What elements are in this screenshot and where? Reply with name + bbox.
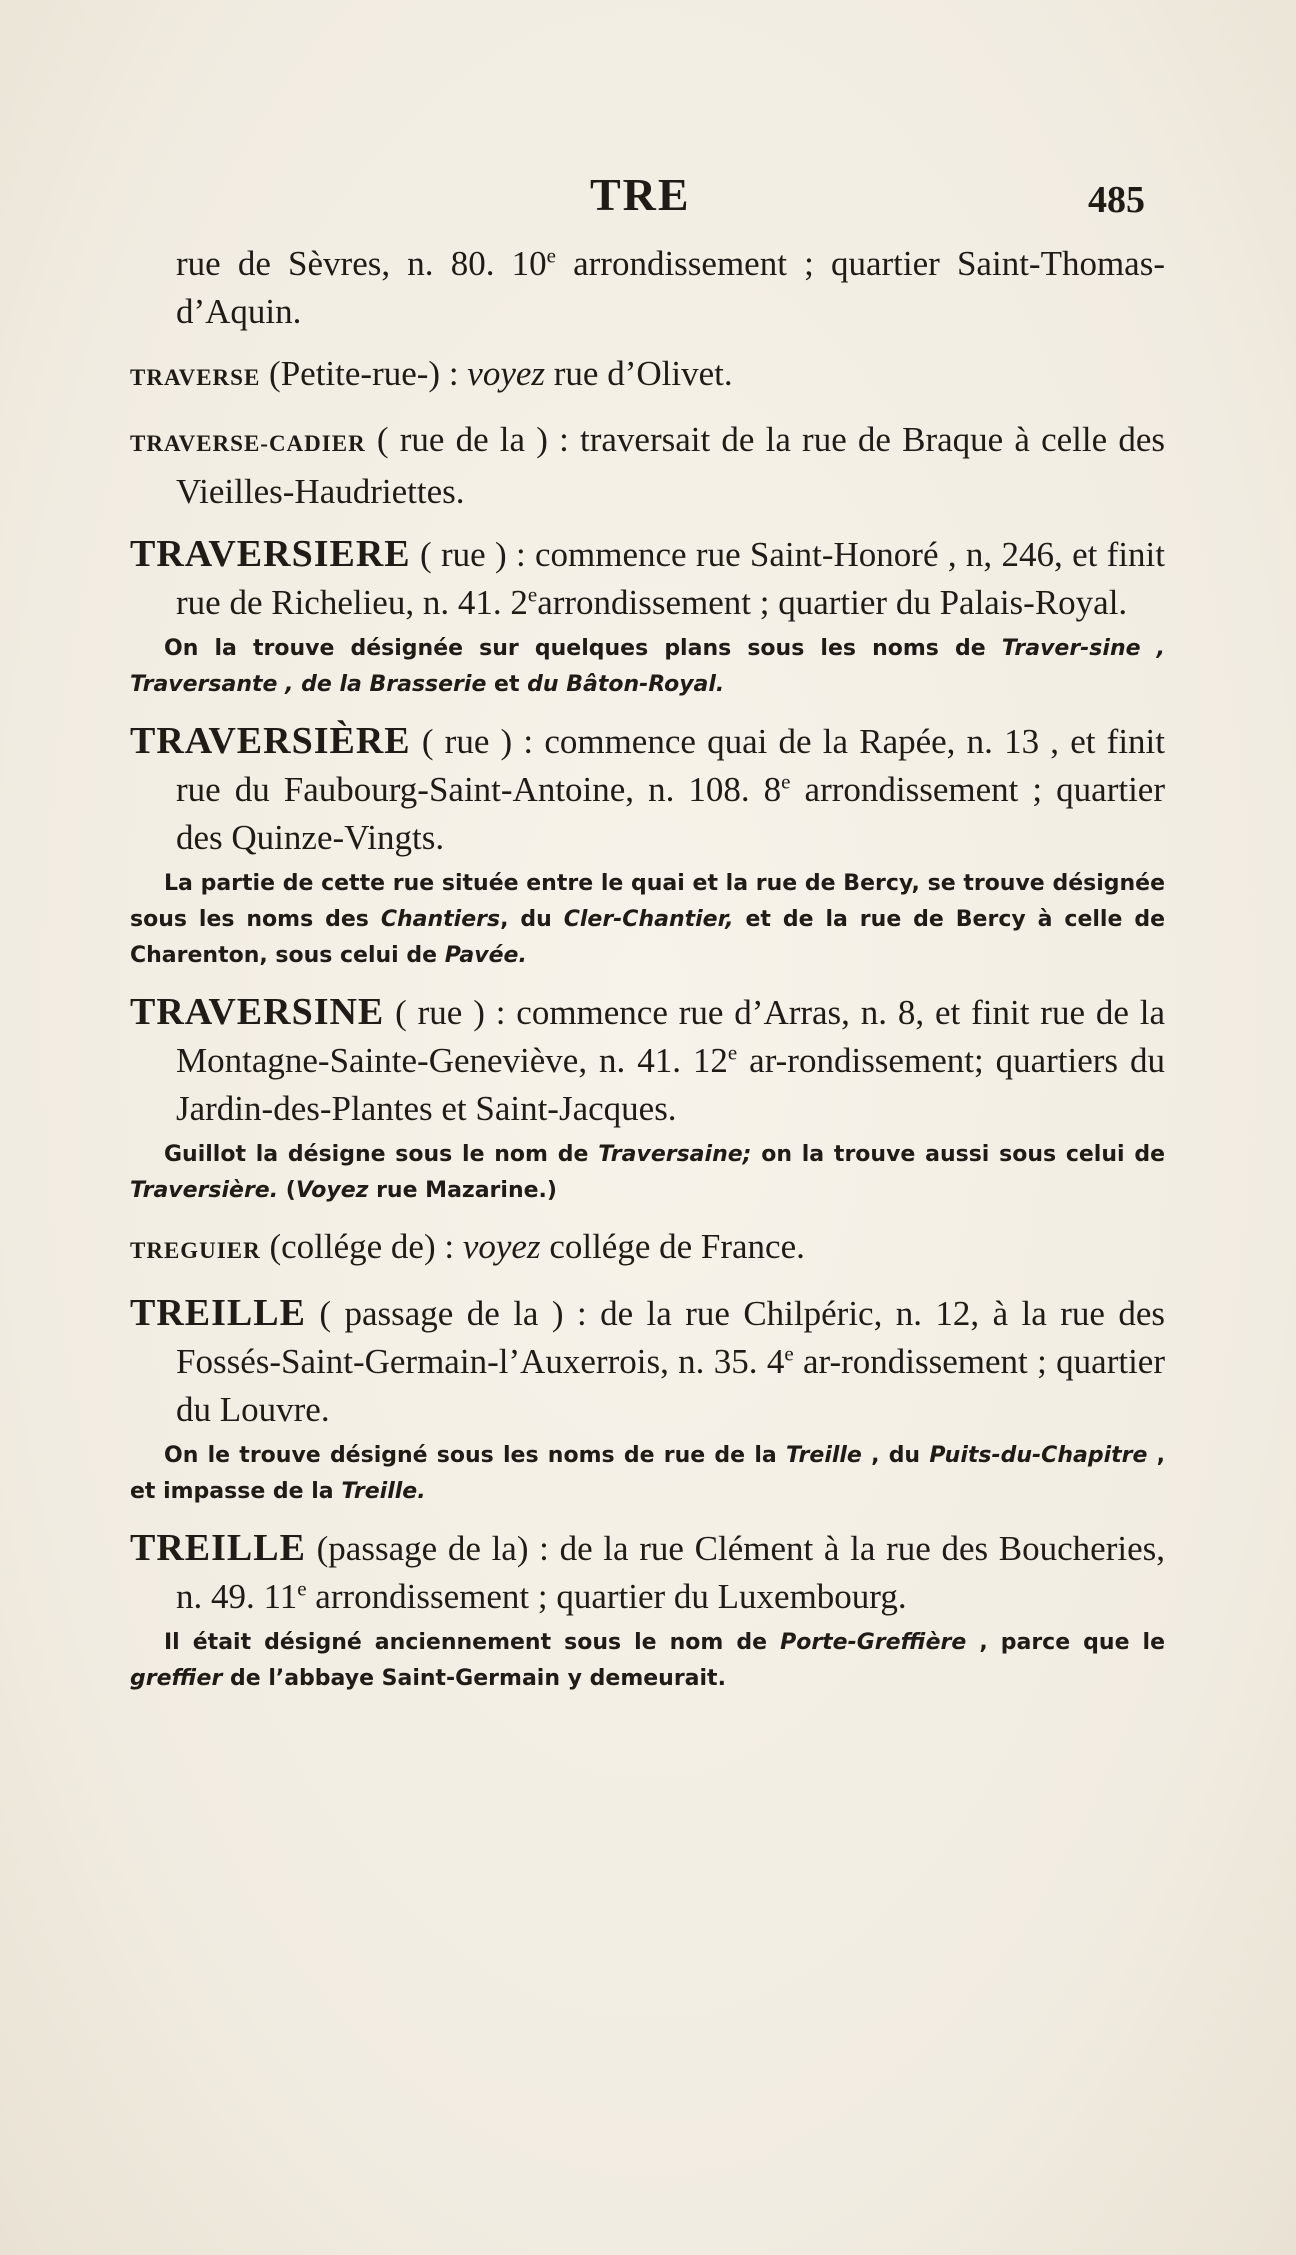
entry-text: rue de Sèvres, n. 80. 10e arrondissement ; quartier Saint-Thomas-d’Aquin. — [176, 243, 1165, 331]
entry-note: On le trouve désigné sous les noms de rue de la Treille , du Puits-du-Chapitre , et impasse de la Treille. — [130, 1443, 1166, 1504]
headword: TRAVERSIÈRE — [130, 720, 411, 762]
page-header — [0, 168, 1296, 228]
entry-treguier — [130, 1223, 1165, 1275]
entry-text: TRAVERSE (Petite-rue-) : voyez rue d’Olivet. — [130, 354, 733, 393]
entry-traverse — [130, 350, 1165, 402]
headword: TRAVERSE-CADIER — [130, 431, 366, 456]
headword: TRAVERSE — [130, 365, 261, 390]
entry-traversine — [130, 988, 1165, 1209]
entry-text: TRAVERSINE ( rue ) : commence rue d’Arras, n. 8, et finit rue de la Montagne-Sainte-Geneviève, n. 41. 12e ar-rondissement; quartiers du Jardin-des-Plantes et Saint-Jacques. — [130, 991, 1165, 1128]
page-number: 485 — [1088, 179, 1145, 221]
entry-text: TRAVERSIÈRE ( rue ) : commence quai de la Rapée, n. 13 , et finit rue du Faubourg-Saint-Antoine, n. 108. 8e arrondissement ; quartier des Quinze-Vingts. — [130, 720, 1165, 857]
entry-text: TREILLE ( passage de la ) : de la rue Chilpéric, n. 12, à la rue des Fossés-Saint-Germain-l’Auxerrois, n. 35. 4e ar-rondissement ; quartier du Louvre. — [130, 1292, 1165, 1429]
entry-note: Guillot la désigne sous le nom de Traversaine; on la trouve aussi sous celui de Traversière. (Voyez rue Mazarine.) — [130, 1142, 1165, 1203]
running-head: TRE — [590, 169, 691, 220]
entry-treille-clement — [130, 1524, 1165, 1697]
entry-text: TREGUIER (collége de) : voyez collége de France. — [130, 1227, 805, 1266]
entry-traverse-cadier — [130, 416, 1165, 516]
entry-traversiere-honore — [130, 530, 1165, 703]
entry-treille-chilperic — [130, 1289, 1165, 1510]
entry-text: TRAVERSIERE ( rue ) : commence rue Saint-Honoré , n, 246, et finit rue de Richelieu, n. 41. 2earrondissement ; quartier du Palais-Royal. — [130, 533, 1165, 622]
entry-traversiere-rapee — [130, 717, 1165, 974]
page-body — [130, 240, 1165, 1711]
headword: TREGUIER — [130, 1238, 261, 1263]
entry-note: Il était désigné anciennement sous le nom de Porte-Greffière , parce que le greffier de l’abbaye Saint-Germain y demeurait. — [130, 1630, 1165, 1691]
entry-text: TRAVERSE-CADIER ( rue de la ) : traversait de la rue de Braque à celle des Vieilles-Haudriettes. — [130, 420, 1165, 511]
entry-note: La partie de cette rue située entre le quai et la rue de Bercy, se trouve désignée sous les noms des Chantiers, du Cler-Chantier, et de la rue de Bercy à celle de Charenton, sous celui de Pavée. — [130, 871, 1165, 968]
entry-note: On la trouve désignée sur quelques plans sous les noms de Traver-sine , Traversante , de la Brasserie et du Bâton-Royal. — [130, 636, 1166, 697]
headword: TRAVERSIERE — [130, 533, 411, 575]
entry-continuation — [130, 240, 1165, 336]
headword: TRAVERSINE — [130, 991, 385, 1033]
entry-text: TREILLE (passage de la) : de la rue Clément à la rue des Boucheries, n. 49. 11e arrondissement ; quartier du Luxembourg. — [130, 1527, 1165, 1616]
headword: TREILLE — [130, 1527, 306, 1569]
headword: TREILLE — [130, 1292, 306, 1334]
